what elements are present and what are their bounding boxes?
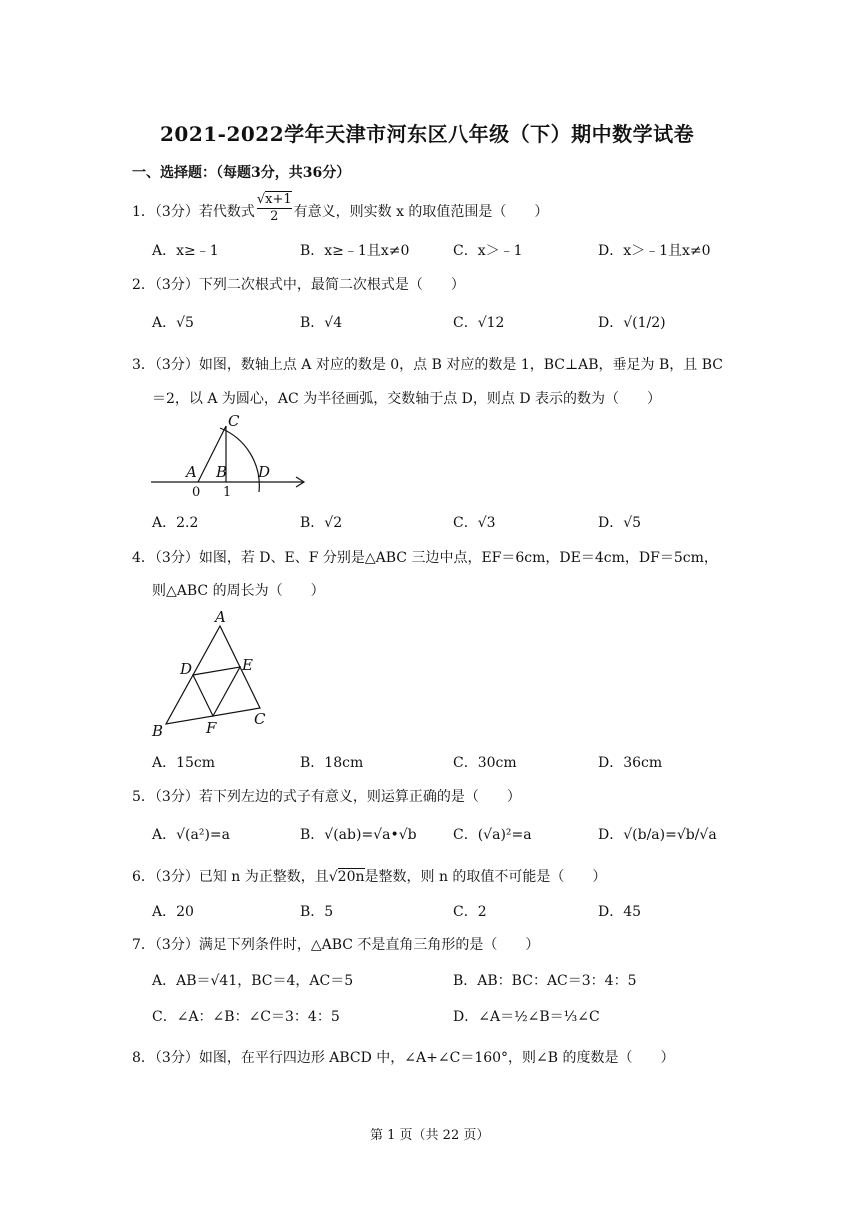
question-6-prefix: 6．（3分）已知 n 为正整数，且: [132, 869, 329, 885]
q6-option-a: A．20: [152, 904, 194, 920]
question-8: 8．（3分）如图，在平行四边形 ABCD 中，∠A+∠C＝160°，则∠B 的度数是（ ）: [132, 1050, 675, 1066]
question-1: [132, 192, 549, 228]
q7-option-c: C．∠A：∠B：∠C＝3：4：5: [152, 1009, 340, 1025]
q7-option-d: D．∠A＝½∠B＝⅓∠C: [453, 1009, 600, 1025]
q6-option-c: C．2: [453, 904, 487, 920]
q4-option-c: C．30cm: [453, 755, 517, 771]
q5-option-d: D．√(b/a)=√b/√a: [598, 827, 717, 843]
question-6-suffix: 是整数，则 n 的取值不可能是（ ）: [364, 869, 607, 885]
label-a: A: [215, 608, 226, 626]
question-6: [132, 866, 606, 886]
q1-fraction: $\frac{√x+1}{2}$: [256, 192, 292, 224]
q5-option-a: A．√(a²)=a: [152, 827, 230, 843]
q3-number-line-figure: [146, 412, 316, 502]
q3-option-b: B．√2: [300, 515, 343, 531]
question-4-line1: 4．（3分）如图，若 D、E、F 分别是△ABC 三边中点，EF＝6cm，DE＝4cm，DF＝5cm，: [132, 550, 718, 566]
q1-option-a: A．x≥﹣1: [152, 243, 219, 259]
q1-option-b: B．x≥﹣1且x≠0: [300, 243, 410, 259]
section-heading: 一、选择题：（每题3分，共36分）: [132, 165, 351, 181]
q2-option-d: D．√(1/2): [598, 315, 666, 331]
q7-option-a: A．AB＝√41，BC＝4，AC＝5: [152, 973, 354, 989]
label-d: D: [258, 463, 271, 481]
page-title: 2021-2022学年天津市河东区八年级（下）期中数学试卷: [160, 122, 695, 146]
tick-1: 1: [223, 485, 232, 500]
q1-option-c: C．x＞﹣1: [453, 243, 523, 259]
q6-radicand: 20n: [337, 869, 365, 885]
label-c: C: [228, 412, 240, 430]
label-c: C: [254, 710, 266, 728]
q1-radicand: x+1: [265, 192, 292, 207]
label-b: B: [216, 463, 228, 481]
question-4-line2: 则△ABC 的周长为（ ）: [152, 583, 325, 599]
question-2: 2．（3分）下列二次根式中，最简二次根式是（ ）: [132, 277, 465, 293]
q4-option-a: A．15cm: [152, 755, 216, 771]
q2-option-c: C．√12: [453, 315, 505, 331]
q4-triangle-figure: [148, 608, 278, 738]
q1-denominator: 2: [257, 208, 292, 224]
triangle-def: [193, 667, 240, 716]
label-f: F: [206, 719, 217, 737]
tick-0: 0: [192, 485, 201, 500]
q6-radical: √20n: [328, 869, 365, 885]
question-1-suffix: 有意义，则实数 x 的取值范围是（ ）: [293, 204, 549, 220]
q5-option-c: C．(√a)²=a: [453, 827, 532, 843]
q3-option-c: C．√3: [453, 515, 496, 531]
question-3-line1: 3．（3分）如图，数轴上点 A 对应的数是 0，点 B 对应的数是 1，BC⊥AB，垂足为 B，且 BC: [132, 357, 723, 373]
label-a: A: [186, 463, 197, 481]
q5-option-b: B．√(ab)=√a•√b: [300, 827, 417, 843]
question-1-prefix: 1．（3分）若代数式: [132, 204, 255, 220]
page-footer: 第 1 页（共 22 页）: [370, 1128, 490, 1143]
question-3-line2: ＝2，以 A 为圆心，AC 为半径画弧，交数轴于点 D，则点 D 表示的数为（ ）: [152, 391, 661, 407]
label-d: D: [180, 660, 193, 678]
q6-option-d: D．45: [598, 904, 642, 920]
q7-option-b: B．AB：BC：AC＝3：4：5: [453, 973, 637, 989]
label-b: B: [152, 722, 164, 738]
q4-option-b: B．18cm: [300, 755, 364, 771]
q2-option-a: A．√5: [152, 315, 194, 331]
q3-option-a: A．2.2: [152, 515, 199, 531]
q1-option-d: D．x＞﹣1且x≠0: [598, 243, 711, 259]
q3-option-d: D．√5: [598, 515, 642, 531]
question-5: 5．（3分）若下列左边的式子有意义，则运算正确的是（ ）: [132, 789, 521, 805]
question-7: 7．（3分）满足下列条件时，△ABC 不是直角三角形的是（ ）: [132, 937, 540, 953]
q2-option-b: B．√4: [300, 315, 343, 331]
q4-option-d: D．36cm: [598, 755, 663, 771]
q6-option-b: B．5: [300, 904, 334, 920]
label-e: E: [242, 656, 253, 674]
